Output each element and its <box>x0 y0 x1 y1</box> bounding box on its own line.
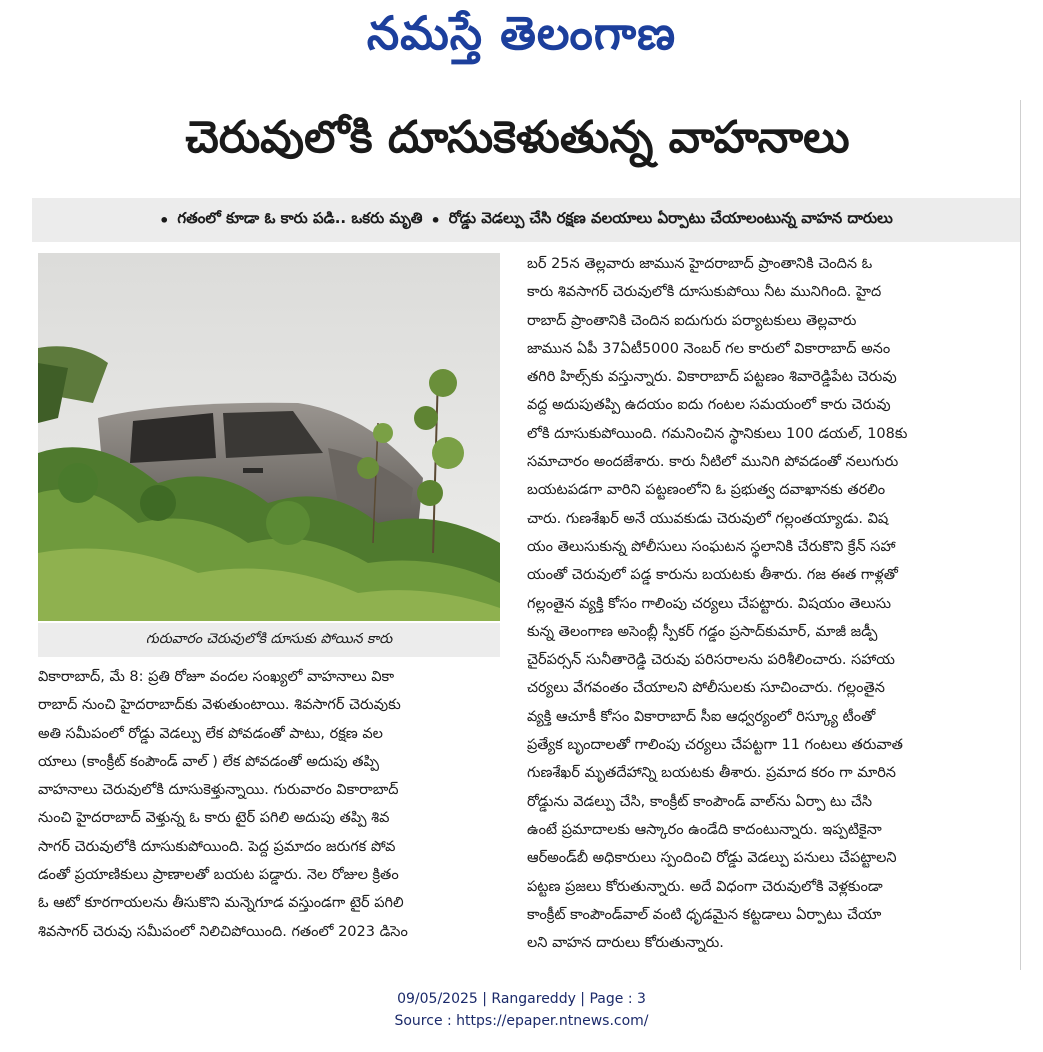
photo-car-in-lake <box>38 253 500 621</box>
article-line: అతి సమీపంలో రోడ్డు వెడల్పు లేక పోవడంతో పాటు, రక్షణ వల <box>38 725 383 742</box>
article-line: చైర్‌పర్సన్ సునీతారెడ్డి చెరువు పరిసరాలను పరిశీలించారు. సహాయ <box>527 652 895 669</box>
article-line: లోకి దూసుకుపోయింది. గమనించిన స్థానికులు 100 డయల్, 108కు <box>527 425 908 442</box>
article-line: చారు. గుణశేఖర్ అనే యువకుడు చెరువులో గల్లంతయ్యాడు. విష <box>527 510 889 527</box>
article-line: డంతో ప్రయాణికులు ప్రాణాలతో బయట పడ్డారు. నెల రోజుల క్రితం <box>38 867 399 884</box>
article-line: బర్ 25న తెల్లవారు జామున హైదరాబాద్ ప్రాంతానికి చెందిన ఓ <box>527 256 873 272</box>
footer-edition-info: 09/05/2025 | Rangareddy | Page : 3 <box>397 991 646 1007</box>
article-line: వ్యక్తి ఆచూకీ కోసం వికారాబాద్ సీఐ ఆధ్వర్యంలో రిస్క్యూ టీంతో <box>527 708 876 725</box>
article-line: యం తెలుసుకున్న పోలీసులు సంఘటన స్థలానికి చేరుకొని క్రేన్ సహా <box>527 538 896 555</box>
article-line: ఉంటే ప్రమాదాలకు ఆస్కారం ఉండేది కాదంటున్నారు. ఇప్పటికైనా <box>527 821 882 838</box>
article-line: సాగర్ చెరువులోకి దూసుకుపోయింది. పెద్ద ప్రమాదం జరుగక పోవ <box>38 838 396 855</box>
article-line: రోడ్డును వెడల్పు చేసి, కాంక్రీట్ కాంపౌండ్ వాల్‌ను ఏర్పా టు చేసి <box>527 793 873 810</box>
article-line: వద్ద అదుపుతప్పి ఉదయం ఐదు గంటల సమయంలో కారు చెరువు <box>527 397 891 414</box>
article-line: నుంచి హైదరాబాద్ వెళ్తున్న ఓ కారు టైర్ పగిలి అదుపు తప్పి శివ <box>38 810 390 827</box>
photo-caption: గురువారం చెరువులోకి దూసుకు పోయిన కారు <box>38 623 500 657</box>
news-photo <box>38 253 500 621</box>
article-line: కారు శివసాగర్ చెరువులోకి దూసుకుపోయి నీట మునిగింది. హైద <box>527 284 882 301</box>
subhead-2: రోడ్డు వెడల్పు చేసి రక్షణ వలయాలు ఏర్పాటు చేయాలంటున్న వాహన దారులు <box>448 209 893 227</box>
bullet-icon: • <box>430 210 441 230</box>
subhead-1: గతంలో కూడా ఓ కారు పడి.. ఒకరు మృతి <box>177 209 423 227</box>
article-line: బయటపడగా వారిని పట్టణంలోని ఓ ప్రభుత్వ దవాఖానకు తరలిం <box>527 482 886 499</box>
article-column-right <box>527 250 1019 957</box>
article-line: సమాచారం అందజేశారు. కారు నీటిలో మునిగి పోవడంతో నలుగురు <box>527 454 899 471</box>
masthead-logo: నమస్తే తెలంగాణ <box>366 6 677 60</box>
headline: చెరువులోకి దూసుకెళుతున్న వాహనాలు <box>185 112 850 163</box>
page-divider <box>1020 100 1021 970</box>
article-line: రాబాద్ ప్రాంతానికి చెందిన ఐదుగురు పర్యాటకులు తెల్లవారు <box>527 312 857 329</box>
subheadline-band <box>32 198 1020 242</box>
article-line: వికారాబాద్, మే 8: ప్రతి రోజూ వందల సంఖ్యలో వాహనాలు వికా <box>38 669 395 685</box>
article-line: యాలు (కాంక్రీట్ కంపౌండ్ వాల్ ) లేక పోవడంతో అదుపు తప్పి <box>38 753 380 770</box>
article-line: గల్లంతైన వ్యక్తి కోసం గాలింపు చర్యలు చేపట్టారు. విషయం తెలుసు <box>527 595 891 612</box>
article-line: జామున ఏపీ 37ఏటీ5000 నెంబర్ గల కారులో వికారాబాద్ అనం <box>527 340 891 357</box>
article-line: ఓ ఆటో కూరగాయలను తీసుకొని మన్నెగూడ వస్తుండగా టైర్ పగిలి <box>38 895 404 912</box>
article-line: ప్రత్యేక బృందాలతో గాలింపు చర్యలు చేపట్టగా 11 గంటలు తరువాత <box>527 737 903 754</box>
bullet-icon: • <box>159 210 170 230</box>
article-line: గుణశేఖర్ మృతదేహాన్ని బయటకు తీశారు. ప్రమాద కరం గా మారిన <box>527 765 896 782</box>
article-column-left <box>38 663 504 946</box>
article-line: లని వాహన దారులు కోరుతున్నారు. <box>527 935 724 952</box>
article-line: కున్న తెలంగాణ అసెంబ్లీ స్పీకర్ గడ్డం ప్రసాద్‌కుమార్, మాజీ జడ్పీ <box>527 623 878 640</box>
article-line: శివసాగర్ చెరువు సమీపంలో నిలిచిపోయింది. గతంలో 2023 డిసెం <box>38 923 408 940</box>
article-line: చర్యలు వేగవంతం చేయాలని పోలీసులకు సూచించారు. గల్లంతైన <box>527 680 885 697</box>
article-line: ఆర్‌అండ్‌బీ అధికారులు స్పందించి రోడ్డు వెడల్పు పనులు చేపట్టాలని <box>527 850 897 867</box>
article-line: రాబాద్ నుంచి హైదరాబాద్‌కు వెళుతుంటాయి. శివసాగర్ చెరువుకు <box>38 697 401 714</box>
article-line: కాంక్రీట్ కాంపౌండ్‌వాల్ వంటి ధృడమైన కట్టడాలు ఏర్పాటు చేయా <box>527 906 882 923</box>
article-line: యంతో చెరువులో పడ్డ కారును బయటకు తీశారు. గజ ఈత గాళ్లతో <box>527 567 898 584</box>
article-line: పట్టణ ప్రజలు కోరుతున్నారు. అదే విధంగా చెరువులోకి వెళ్లకుండా <box>527 878 883 895</box>
footer-source-link[interactable]: Source : https://epaper.ntnews.com/ <box>394 1013 649 1029</box>
article-line: వాహనాలు చెరువులోకి దూసుకెళ్తున్నాయి. గురువారం వికారాబాద్ <box>38 782 399 799</box>
article-line: తగిరి హిల్స్‌కు వస్తున్నారు. వికారాబాద్ పట్టణం శివారెడ్డిపేట చెరువు <box>527 369 897 386</box>
